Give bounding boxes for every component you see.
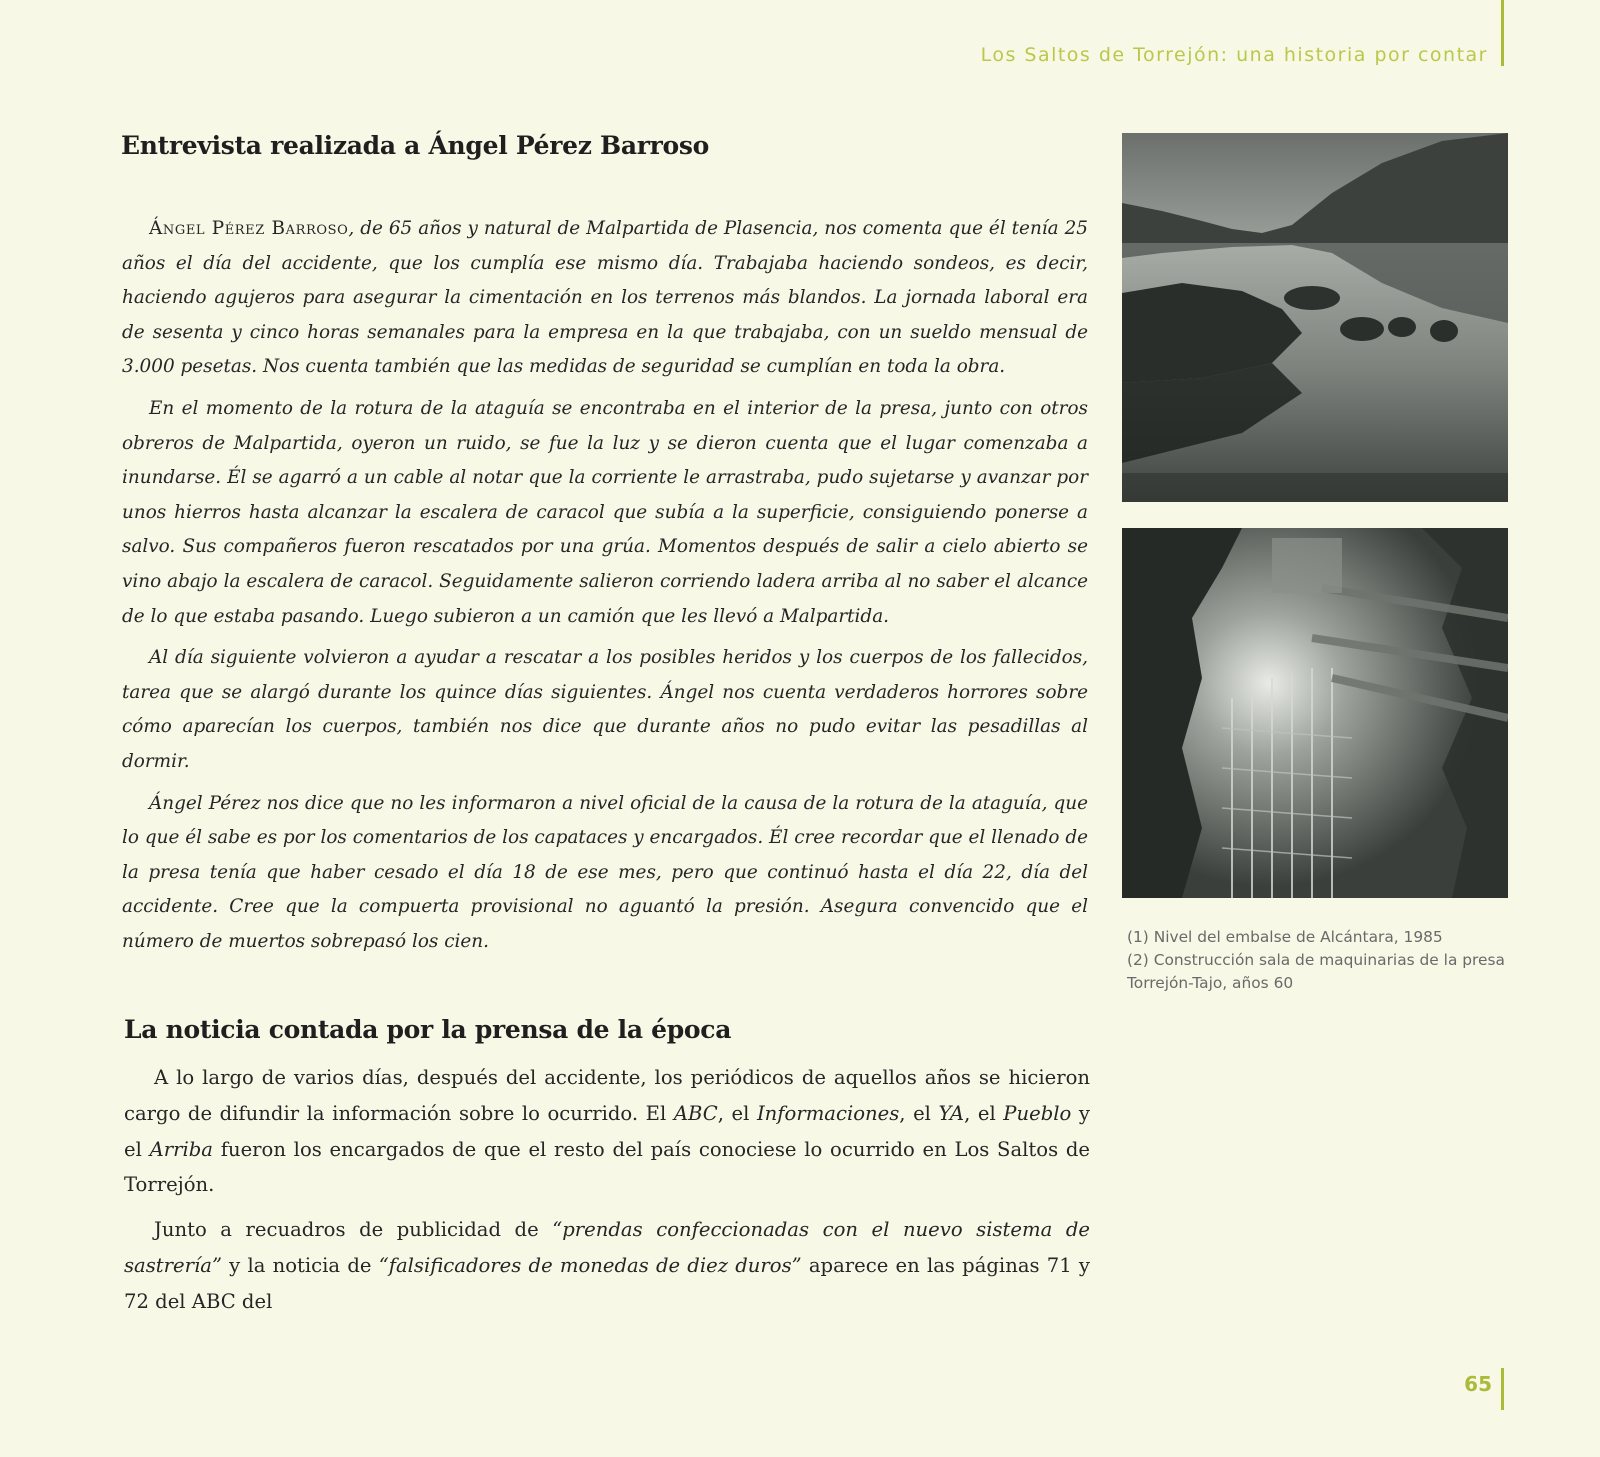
press-text: , el: [899, 1101, 939, 1125]
photo-captions: [1127, 926, 1517, 995]
page-number-rule: [1501, 1368, 1504, 1410]
press-text: , el: [717, 1101, 757, 1125]
news-quote: “falsificadores de monedas de diez duros”: [378, 1253, 802, 1277]
press-heading: La noticia contada por la prensa de la época: [124, 1015, 732, 1044]
construction-photo: [1122, 528, 1508, 898]
interview-heading: Entrevista realizada a Ángel Pérez Barroso: [121, 131, 710, 160]
newspaper-ya: YA: [938, 1101, 965, 1125]
press-text: A lo largo de varios días, después del accidente, los periódicos de aquellos años se hicieron cargo de difundir la información sobre lo ocurrido. El: [124, 1066, 1090, 1125]
press-text: , el: [964, 1101, 1004, 1125]
press-paragraph-2: [124, 1212, 1090, 1319]
press-text: y el: [124, 1101, 1090, 1161]
press-body: [124, 1060, 1090, 1329]
press-text: aparece en las páginas 71 y 72 del ABC del: [124, 1253, 1090, 1313]
advert-quote: “prendas confeccionadas con el nuevo sistema de sastrería”: [124, 1218, 1090, 1277]
newspaper-pueblo: Pueblo: [1003, 1101, 1072, 1125]
newspaper-abc: ABC: [673, 1101, 718, 1125]
reservoir-photo-illustration: [1122, 133, 1508, 502]
interview-paragraph-4: Ángel Pérez nos dice que no les informaron a nivel oficial de la causa de la rotura de la ataguía, que lo que él sabe es por los comentarios de los capataces y encargados. Él cree recordar que el llenado de la presa tenía que haber cesado el día 18 de ese mes, pero que continuó hasta el día 22, día del accidente. Cree que la compuerta provisional no aguantó la presión. Asegura convencido que el número de muertos sobrepasó los cien.: [122, 792, 1088, 952]
running-header: Los Saltos de Torrejón: una historia por contar: [980, 44, 1488, 66]
construction-photo-illustration: [1122, 528, 1508, 898]
interviewee-name: Ángel Pérez Barroso: [149, 218, 349, 239]
press-text: Junto a recuadros de publicidad de: [154, 1218, 553, 1242]
interview-paragraph-1-text: , de 65 años y natural de Malpartida de Plasencia, nos comenta que él tenía 25 años el día del accidente, que los cumplía ese mismo día. Trabajaba haciendo sondeos, es decir, haciendo agujeros para asegurar la cimentación en los terrenos más blandos. La jornada laboral era de sesenta y cinco horas semanales para la empresa en la que trabajaba, con un sueldo mensual de 3.000 pesetas. Nos cuenta también que las medidas de seguridad se cumplían en toda la obra.: [122, 218, 1089, 378]
caption-1: (1) Nivel del embalse de Alcántara, 1985: [1127, 928, 1443, 946]
press-text: fueron los encargados de que el resto del país conociese lo ocurrido en Los Saltos de Torrejón.: [124, 1137, 1090, 1197]
interview-body: [122, 212, 1088, 966]
page-number: 65: [1464, 1372, 1492, 1396]
newspaper-arriba: Arriba: [149, 1137, 213, 1161]
reservoir-photo: [1122, 133, 1508, 502]
header-rule: [1501, 0, 1504, 66]
interview-paragraph-3: Al día siguiente volvieron a ayudar a rescatar a los posibles heridos y los cuerpos de los fallecidos, tarea que se alargó durante los quince días siguientes. Ángel nos cuenta verdaderos horrores sobre cómo aparecían los cuerpos, también nos dice que durante años no pudo evitar las pesadillas al dormir.: [122, 647, 1088, 772]
newspaper-informaciones: Informaciones: [756, 1101, 900, 1125]
caption-2: (2) Construcción sala de maquinarias de la presa Torrejón-Tajo, años 60: [1127, 951, 1505, 992]
press-text: y la noticia de: [221, 1253, 379, 1277]
interview-paragraph-1: [122, 212, 1088, 385]
interview-paragraph-2: En el momento de la rotura de la ataguía se encontraba en el interior de la presa, junto con otros obreros de Malpartida, oyeron un ruido, se fue la luz y se dieron cuenta que el lugar comenzaba a inundarse. Él se agarró a un cable al notar que la corriente le arrastraba, pudo sujetarse y avanzar por unos hierros hasta alcanzar la escalera de caracol que subía a la superficie, consiguiendo ponerse a salvo. Sus compañeros fueron rescatados por una grúa. Momentos después de salir a cielo abierto se vino abajo la escalera de caracol. Seguidamente salieron corriendo ladera arriba al no saber el alcance de lo que estaba pasando. Luego subieron a un camión que les llevó a Malpartida.: [122, 397, 1088, 627]
press-paragraph-1: [124, 1060, 1090, 1203]
